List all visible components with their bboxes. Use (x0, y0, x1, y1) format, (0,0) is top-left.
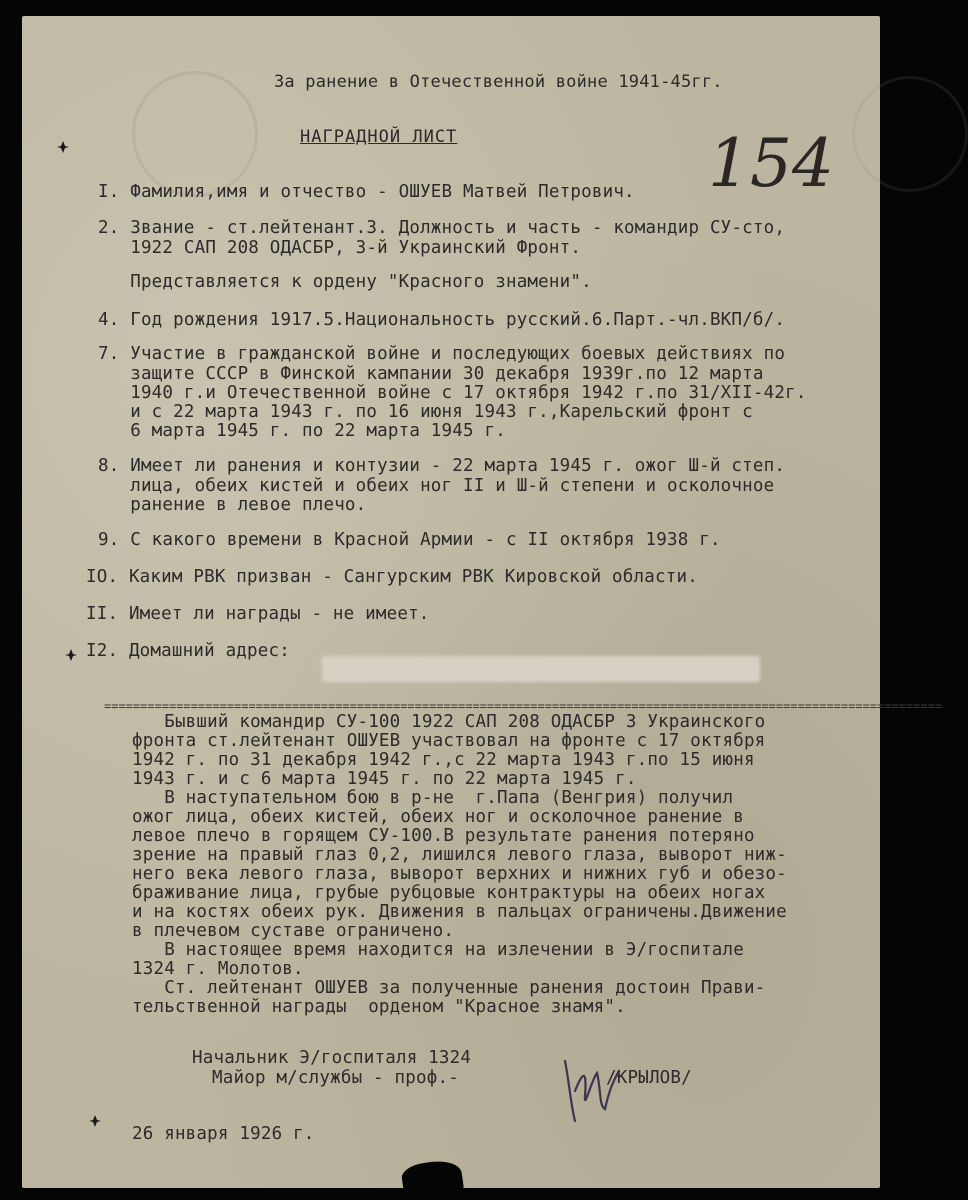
nomination-line: Представляется к ордену "Красного знамени". (98, 272, 592, 292)
body-line: тельственной награды орденом "Красное знамя". (132, 997, 626, 1017)
item-11: II. Имеет ли награды - не имеет. (86, 604, 430, 624)
ink-mark-icon (88, 1114, 102, 1128)
document-date: 26 января 1926 г. (132, 1124, 315, 1144)
body-line: левое плечо в горящем СУ-100.В результате ранения потеряно (132, 826, 755, 846)
separator-rule: ==================================================================================================================== (104, 699, 943, 713)
item-7: 7. Участие в гражданской войне и последующих боевых действиях по (98, 344, 786, 364)
item-2-cont: 1922 САП 208 ОДАСБР, 3-й Украинский Фронт. (98, 238, 582, 258)
item-7-cont: 1940 г.и Отечественной войне с 17 октября 1942 г.по 31/XII-42г. (98, 383, 807, 403)
body-line: него века левого глаза, выворот верхних и нижних губ и обезо- (132, 864, 787, 884)
item-2: 2. Звание - ст.лейтенант.3. Должность и часть - командир СУ-сто, (98, 218, 786, 238)
body-line: 1942 г. по 31 декабря 1942 г.,с 22 марта 1943 г.по 15 июня (132, 750, 755, 770)
watermark-stamp (132, 71, 258, 197)
redacted-address (322, 656, 760, 682)
document-page (22, 16, 943, 1188)
item-4: 4. Год рождения 1917.5.Национальность русский.6.Парт.-чл.ВКП/б/. (98, 310, 786, 330)
body-line: 1943 г. и с 6 марта 1945 г. по 22 марта 1945 г. (132, 769, 637, 789)
item-7-cont: и с 22 марта 1943 г. по 16 июня 1943 г.,Карельский фронт с (98, 402, 753, 422)
body-line: В настоящее время находится на излечении в Э/госпитале (132, 940, 744, 960)
item-8-cont: лица, обеих кистей и обеих ног II и Ш-й степени и осколочное (98, 476, 775, 496)
item-12: I2. Домашний адрес: (86, 641, 290, 661)
document-heading: За ранение в Отечественной войне 1941-45гг. (274, 72, 723, 92)
handwritten-number-text: 154 (708, 125, 834, 202)
body-line: ожог лица, обеих кистей, обеих ног и осколочное ранение в (132, 807, 744, 827)
body-line: в плечевом суставе ограничено. (132, 921, 455, 941)
item-1: I. Фамилия,имя и отчество - ОШУЕВ Матвей Петрович. (98, 182, 635, 202)
item-7-cont: защите СССР в Финской кампании 30 декабря 1939г.по 12 марта (98, 364, 764, 384)
item-7-cont: 6 марта 1945 г. по 22 марта 1945 г. (98, 421, 506, 441)
watermark-stamp (852, 76, 968, 192)
document-title: НАГРАДНОЙ ЛИСТ (300, 127, 458, 147)
item-10: IO. Каким РВК призван - Сангурским РВК Кировской области. (86, 567, 698, 587)
body-line: В наступательном бою в р-не г.Папа (Венгрия) получил (132, 788, 734, 808)
body-line: браживание лица, грубые рубцовые контрактуры на обеих ногах (132, 883, 766, 903)
body-line: Ст. лейтенант ОШУЕВ за полученные ранения достоин Прави- (132, 978, 766, 998)
ink-mark-icon (56, 140, 70, 154)
signatory-title: Начальник Э/госпиталя 1324 (192, 1048, 472, 1068)
body-line: зрение на правый глаз 0,2, лишился левого глаза, выворот ниж- (132, 845, 787, 865)
item-8-cont: ранение в левое плечо. (98, 495, 367, 515)
ink-mark-icon (64, 648, 78, 662)
body-line: и на костях обеих рук. Движения в пальцах ограничены.Движение (132, 902, 787, 922)
handwritten-signature (557, 1051, 627, 1131)
body-line: фронта ст.лейтенант ОШУЕВ участвовал на фронте с 17 октября (132, 731, 766, 751)
item-8: 8. Имеет ли ранения и контузии - 22 марта 1945 г. ожог Ш-й степ. (98, 456, 786, 476)
body-line: 1324 г. Молотов. (132, 959, 304, 979)
signatory-rank: Майор м/службы - проф.- (212, 1068, 459, 1088)
handwritten-number (704, 125, 834, 202)
item-9: 9. С какого времени в Красной Армии - с II октября 1938 г. (98, 530, 721, 550)
body-line: Бывший командир СУ-100 1922 САП 208 ОДАСБР 3 Украинского (132, 712, 766, 732)
signatory-name: /КРЫЛОВ/ (606, 1068, 692, 1088)
